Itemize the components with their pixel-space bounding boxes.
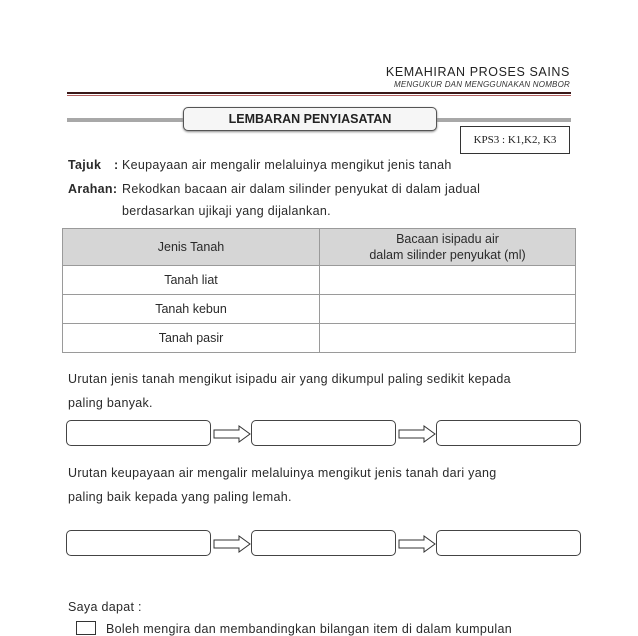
answer-cell-tanah-liat[interactable] [320, 266, 576, 295]
question1-line2: paling banyak. [68, 396, 153, 410]
arahan-label: Arahan: [68, 182, 118, 196]
row-label-tanah-pasir: Tanah pasir [63, 324, 320, 353]
sequence1-box-1[interactable] [66, 420, 211, 446]
checklist-item-text: Boleh mengira dan membandingkan bilangan item di dalam kumpulan [106, 622, 512, 636]
answer-cell-tanah-pasir[interactable] [320, 324, 576, 353]
sequence2-box-3[interactable] [436, 530, 581, 556]
table-header-row [63, 229, 576, 266]
answer-cell-tanah-kebun[interactable] [320, 295, 576, 324]
header-jenis-tanah: Jenis Tanah [63, 229, 320, 266]
header-title: KEMAHIRAN PROSES SAINS [385, 65, 570, 79]
question1-line1: Urutan jenis tanah mengikut isipadu air yang dikumpul paling sedikit kepada [68, 372, 511, 386]
header-rule [67, 92, 571, 94]
saya-dapat-label: Saya dapat : [68, 600, 142, 614]
table-row [63, 266, 576, 295]
tajuk-colon: : [114, 158, 119, 172]
table-row [63, 324, 576, 353]
question2-line1: Urutan keupayaan air mengalir melaluinya mengikut jenis tanah dari yang [68, 466, 497, 480]
arahan-line2: berdasarkan ujikaji yang dijalankan. [122, 204, 331, 218]
tajuk-text: Keupayaan air mengalir melaluinya mengikut jenis tanah [122, 158, 452, 172]
header-bacaan-line2: dalam silinder penyukat (ml) [369, 248, 526, 262]
sequence1-box-2[interactable] [251, 420, 396, 446]
header-bacaan-line1: Bacaan isipadu air [396, 232, 499, 246]
arrow-right-icon [398, 535, 436, 553]
sheet-title: LEMBARAN PENYIASATAN [183, 107, 437, 131]
kps-code-box: KPS3 : K1,K2, K3 [460, 126, 570, 154]
sequence1-box-3[interactable] [436, 420, 581, 446]
header-rule-accent [67, 95, 571, 96]
arrow-right-icon [398, 425, 436, 443]
header-bacaan [320, 229, 576, 266]
header-subtitle: MENGUKUR DAN MENGGUNAKAN NOMBOR [394, 80, 570, 89]
row-label-tanah-kebun: Tanah kebun [63, 295, 320, 324]
tajuk-label: Tajuk [68, 158, 102, 172]
table-row [63, 295, 576, 324]
row-label-tanah-liat: Tanah liat [63, 266, 320, 295]
skill-checkbox[interactable] [76, 621, 96, 635]
arrow-right-icon [213, 425, 251, 443]
question2-line2: paling baik kepada yang paling lemah. [68, 490, 292, 504]
sequence2-box-1[interactable] [66, 530, 211, 556]
results-table [62, 228, 576, 353]
arrow-right-icon [213, 535, 251, 553]
sequence2-box-2[interactable] [251, 530, 396, 556]
arahan-line1: Rekodkan bacaan air dalam silinder penyukat di dalam jadual [122, 182, 481, 196]
